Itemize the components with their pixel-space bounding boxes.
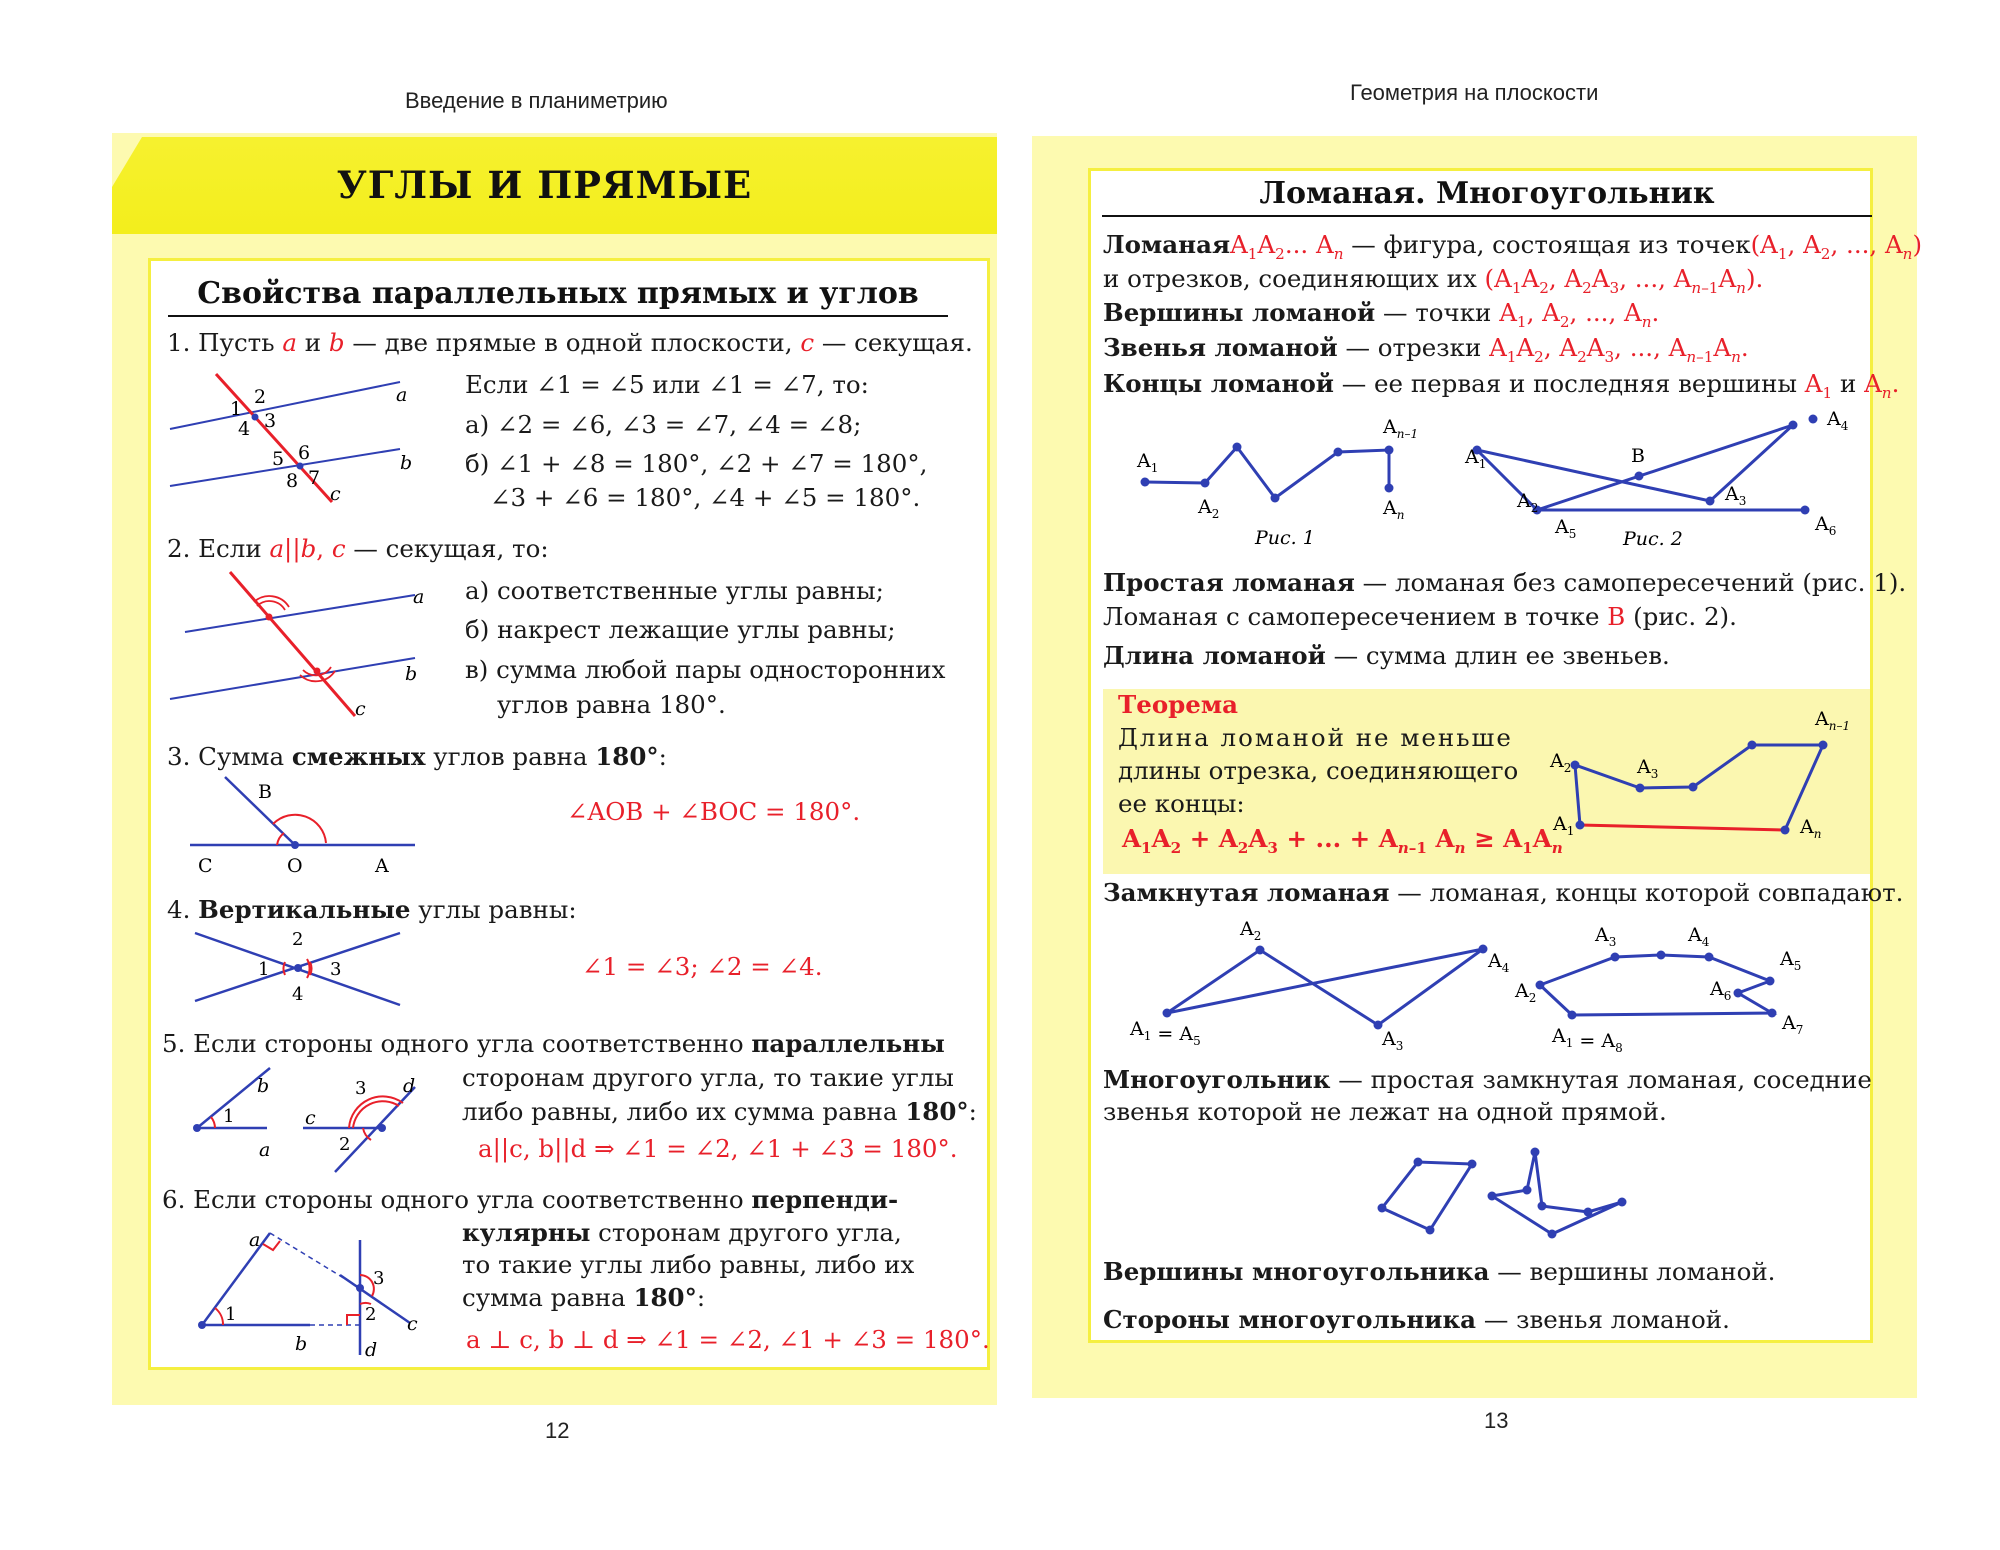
angle-label-3: 3 [330,959,342,980]
angle-label-1: 1 [225,1304,237,1325]
figure-adjacent-angles [190,770,420,880]
theorem-heading: Теорема [1118,690,1239,719]
item-1-line-1: Если ∠1 = ∠5 или ∠1 = ∠7, то: [465,370,869,399]
label-c: c [407,1313,418,1335]
svg-text:A2: $A_2$ [1515,980,1537,1005]
item-6-line-3: то такие углы либо равны, либо их [462,1250,915,1279]
line-b [170,658,418,699]
def-vertices: Вершины ломаной — точки $A_1$, $A_2$, ..., $A_n$. [1103,298,1660,331]
item-3-intro: 3. Сумма смежных углов равна 180°: [167,742,667,771]
def-simple-polyline: Простая ломаная — ломаная без самопересечений (рис. 1). [1103,568,1907,597]
angle-label-3: 3 [373,1268,385,1289]
svg-text:A3: $A_3$ [1595,924,1617,949]
def-segments: Звенья ломаной — отрезки $A_1A_2$, $A_2A_3$, ..., $A_{n-1}A_n$. [1103,333,1749,366]
line-a [185,595,415,632]
svg-text:An–1: $A_{n-1}$ [1815,708,1851,733]
label-C: C [198,855,213,877]
item-2-line-3: в) сумма любой пары односторонних [465,655,946,684]
svg-text:An: $A_n$ [1383,497,1405,522]
figure-parallel-sides [185,1060,445,1180]
item-6-formula: a ⊥ c, b ⊥ d ⇒ ∠1 = ∠2, ∠1 + ∠3 = 180°. [466,1325,990,1354]
svg-text:An: $A_n$ [1800,816,1822,841]
svg-text:A2: $A_2$ [1240,918,1262,943]
figure-self-intersecting-polyline [1455,405,1875,555]
figure-polygons [1330,1140,1650,1260]
angle-label-2: 2 [292,929,304,950]
line-a [170,382,400,429]
item-2-line-4: углов равна 180°. [497,690,726,719]
theorem-formula: $A_1A_2 + A_2A_3$ + ... + $A_{n-1}$ $A_n \ge A_1A_n$ [1122,824,1563,857]
figure-perpendicular-sides [185,1220,445,1365]
label-a: a [396,384,408,406]
item-5-line-3: либо равны, либо их сумма равна 180°: [462,1097,977,1126]
figure-simple-polyline [1125,410,1419,555]
page-number-right: 13 [1484,1408,1509,1433]
label-d: d [403,1075,416,1097]
angle-label-3: 3 [264,410,277,432]
page-title: УГЛЫ И ПРЯМЫЕ [336,163,753,207]
line-b [170,449,400,486]
item-6-line-1: 6. Если стороны одного угла соответственно перпенди- [162,1185,899,1214]
label-B: B [258,781,272,803]
svg-text:A3: $A_3$ [1637,756,1659,781]
item-5-formula: a||c, b||d ⇒ ∠1 = ∠2, ∠1 + ∠3 = 180°. [478,1134,958,1163]
svg-text:A6: $A_6$ [1710,978,1732,1003]
svg-text:A3: $A_3$ [1382,1028,1404,1053]
item-6-line-4: сумма равна 180°: [462,1283,706,1312]
def-polyline-line-1: $ЛоманаяA_1A_2$... $A_n$ — фигура, состоящая из $точек(A_1$, $A_2$, ..., $A_n$) [1103,230,1923,263]
label-c: c [355,698,366,720]
svg-text:A4: $A_4$ [1488,950,1510,975]
def-polyline-length: Длина ломаной — сумма длин ее звеньев. [1103,641,1670,670]
label-O: O [287,855,303,877]
theorem-line-2: длины отрезка, соединяющего [1118,756,1519,785]
page-number-left: 12 [545,1418,570,1443]
item-1-line-4: ∠3 + ∠6 = 180°, ∠4 + ∠5 = 180°. [490,483,921,512]
intersection-point [252,414,259,421]
svg-text:A5: $A_5$ [1780,948,1802,973]
item-1-line-3: б) ∠1 + ∠8 = 180°, ∠2 + ∠7 = 180°, [465,449,928,478]
label-A: A [375,855,389,877]
item-2-intro: 2. Если a||b, c — секущая, то: [167,534,549,563]
item-2-line-2: б) накрест лежащие углы равны; [465,615,896,644]
item-4-formula: ∠1 = ∠3; ∠2 = ∠4. [582,952,823,981]
svg-text:A7: $A_7$ [1782,1012,1804,1037]
def-polygon-line-1: Многоугольник — простая замкнутая ломаная, соседние [1103,1065,1872,1094]
figure-vertical-angles [190,925,415,1010]
svg-text:A1 = A8: $A_1 = A_8$ [1552,1025,1623,1055]
angle-label-3: 3 [355,1078,367,1099]
svg-text:An–1: $A_{n-1}$ [1383,416,1419,441]
angle-label-1: 1 [258,959,270,980]
svg-text:A1: $A_1$ [1137,450,1159,475]
label-a: a [259,1139,271,1161]
def-polygon-vertices: Вершины многоугольника — вершины ломаной. [1103,1257,1776,1286]
svg-text:A6: $A_6$ [1815,513,1837,538]
angle-label-2: 2 [365,1304,377,1325]
def-closed-polyline: Замкнутая ломаная — ломаная, концы которой совпадают. [1103,878,1904,907]
label-a: a [413,586,425,608]
angle-label-1: 1 [223,1106,235,1127]
svg-text:A2: $A_2$ [1550,750,1572,775]
item-1-intro: 1. Пусть a и b — две прямые в одной плоскости, c — секущая. [167,328,973,357]
def-polygon-sides: Стороны многоугольника — звенья ломаной. [1103,1305,1730,1334]
svg-text:A1: $A_1$ [1465,446,1487,471]
theorem-line-3: ее концы: [1118,789,1245,818]
svg-text:A5: $A_5$ [1555,516,1577,541]
label-c: c [305,1107,316,1129]
running-head-left: Введение в планиметрию [405,88,668,113]
angle-label-2: 2 [254,386,267,408]
svg-text:A1: $A_1$ [1553,813,1575,838]
label-a: a [249,1229,261,1251]
angle-label-8: 8 [286,470,299,492]
def-endpoints: Концы ломаной — ее первая и последняя вершины $A_1$ и $A_n$. [1103,369,1900,402]
figure-theorem-polyline [1545,705,1865,850]
angle-label-1: 1 [230,398,243,420]
label-d: d [365,1339,378,1361]
item-5-line-1: 5. Если стороны одного угла соответственно параллельны [162,1029,945,1058]
angle-label-4: 4 [238,418,251,440]
item-2-line-1: а) соответственные углы равны; [465,576,884,605]
running-head-right: Геометрия на плоскости [1350,80,1599,105]
figure-transversal-2 [165,565,450,725]
angle-label-7: 7 [308,467,321,489]
angle-label-2: 2 [339,1134,351,1155]
caption-fig-2: Рис. 2 [1623,528,1683,550]
angle-label-5: 5 [272,448,285,470]
svg-text:A2: $A_2$ [1198,496,1220,521]
label-b: b [405,663,418,685]
svg-text:A4: $A_4$ [1827,408,1849,433]
item-1-line-2: а) ∠2 = ∠6, ∠3 = ∠7, ∠4 = ∠8; [465,410,862,439]
svg-text:A3: $A_3$ [1725,483,1747,508]
label-b: b [295,1333,308,1355]
svg-text:A2: $A_2$ [1517,490,1539,515]
label-b: b [257,1075,270,1097]
angle-label-4: 4 [292,984,304,1005]
caption-fig-1: Рис. 1 [1255,527,1315,549]
item-3-formula: ∠AOB + ∠BOC = 180°. [567,797,861,826]
item-6-line-2: кулярны сторонам другого угла, [462,1218,902,1247]
figure-transversal-1 [160,365,450,510]
svg-text:A4: $A_4$ [1688,924,1710,949]
svg-text:A1 = A5: $A_1 = A_5$ [1130,1018,1201,1048]
side-d [335,1087,415,1172]
figure-closed-polylines [1120,915,1880,1055]
item-4-intro: 4. Вертикальные углы равны: [167,895,577,924]
label-c: c [330,483,341,505]
label-b: b [400,452,413,474]
def-polygon-line-2: звенья которой не лежат на одной прямой. [1103,1097,1667,1126]
def-self-intersecting: Ломаная с самопересечением в точке B (рис. 2). [1103,602,1737,631]
section-title-polyline: Ломаная. Многоугольник [1102,176,1872,217]
section-title-parallel: Свойства параллельных прямых и углов [168,276,948,317]
theorem-line-1: Длина ломаной не меньше [1118,723,1513,752]
angle-label-6: 6 [298,442,311,464]
def-polyline-line-2: и отрезков, соединяющих их ($A_1A_2$, $A_2A_3$, ..., $A_{n-1}A_n$). [1103,264,1764,297]
item-5-line-2: сторонам другого угла, то такие углы [462,1063,954,1092]
label-B: B [1631,445,1645,467]
line-c [230,572,355,716]
